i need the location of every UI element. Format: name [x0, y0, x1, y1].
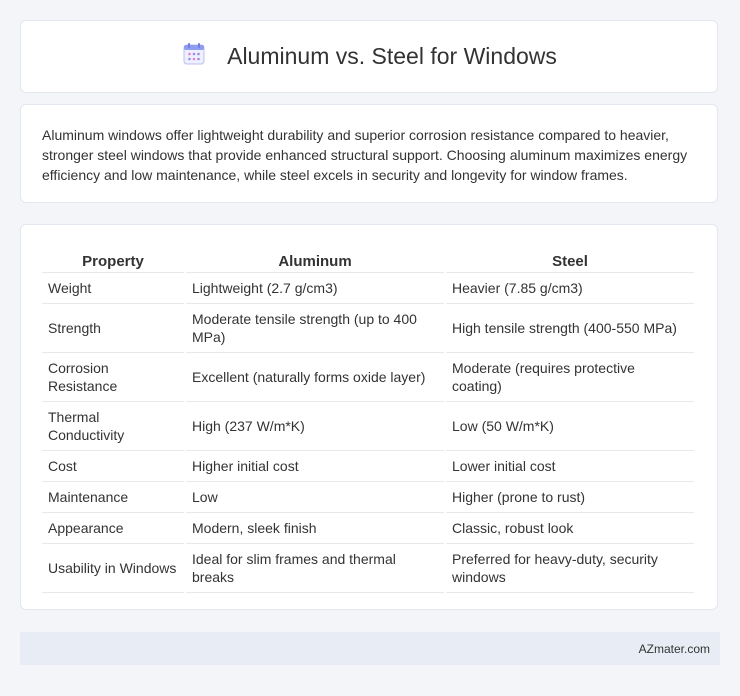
description-card: [20, 104, 718, 203]
table-header-row: [42, 245, 694, 273]
table-cell: High (237 W/m*K): [186, 402, 444, 451]
table-cell: Usability in Windows: [42, 544, 184, 593]
table-row: [42, 513, 694, 544]
comparison-table: [40, 245, 696, 593]
table-row: [42, 451, 694, 482]
table-cell: Lightweight (2.7 g/cm3): [186, 273, 444, 304]
table-cell: Higher (prone to rust): [446, 482, 694, 513]
table-cell: Low (50 W/m*K): [446, 402, 694, 451]
table-cell: Maintenance: [42, 482, 184, 513]
table-cell: Strength: [42, 304, 184, 353]
table-cell: Preferred for heavy-duty, security windows: [446, 544, 694, 593]
table-cell: Classic, robust look: [446, 513, 694, 544]
table-cell: Cost: [42, 451, 184, 482]
column-header-aluminum: Aluminum: [186, 245, 444, 273]
title-card: [20, 20, 718, 93]
table-cell: Low: [186, 482, 444, 513]
table-row: [42, 304, 694, 353]
comparison-card: [20, 224, 718, 610]
table-cell: Weight: [42, 273, 184, 304]
table-row: [42, 482, 694, 513]
table-cell: Moderate (requires protective coating): [446, 353, 694, 402]
column-header-steel: Steel: [446, 245, 694, 273]
footer: [20, 632, 720, 665]
table-row: [42, 544, 694, 593]
table-cell: Moderate tensile strength (up to 400 MPa): [186, 304, 444, 353]
title-group: [181, 41, 557, 72]
table-row: [42, 273, 694, 304]
table-cell: High tensile strength (400-550 MPa): [446, 304, 694, 353]
table-cell: Corrosion Resistance: [42, 353, 184, 402]
table-cell: Excellent (naturally forms oxide layer): [186, 353, 444, 402]
table-cell: Thermal Conductivity: [42, 402, 184, 451]
table-row: [42, 402, 694, 451]
table-cell: Ideal for slim frames and thermal breaks: [186, 544, 444, 593]
footer-brand: AZmater.com: [638, 641, 710, 656]
table-cell: Appearance: [42, 513, 184, 544]
table-cell: Heavier (7.85 g/cm3): [446, 273, 694, 304]
description-text: Aluminum windows offer lightweight durability and superior corrosion resistance compared to heavier, stronger steel windows that provide enhanced structural support. Choosing aluminum maximizes energy efficiency and low maintenance, while steel excels in security and longevity for window frames.: [42, 127, 688, 183]
table-cell: Modern, sleek finish: [186, 513, 444, 544]
calendar-icon: [181, 41, 207, 72]
column-header-property: Property: [42, 245, 184, 273]
table-cell: Lower initial cost: [446, 451, 694, 482]
table-row: [42, 353, 694, 402]
table-cell: Higher initial cost: [186, 451, 444, 482]
page-title: Aluminum vs. Steel for Windows: [227, 43, 557, 69]
